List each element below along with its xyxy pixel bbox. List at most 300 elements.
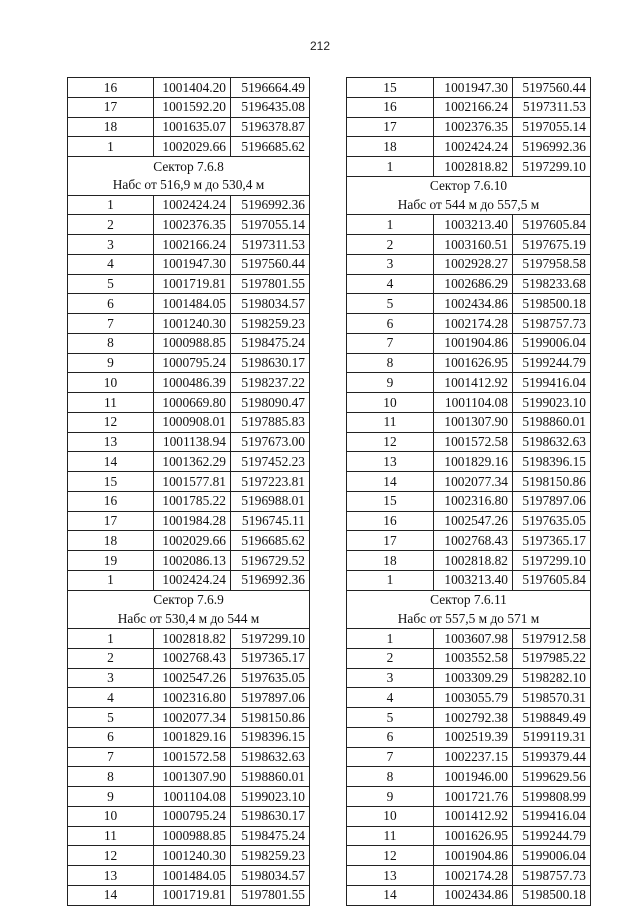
point-number: 1 — [68, 570, 154, 590]
point-number: 11 — [68, 393, 154, 413]
point-row — [347, 78, 591, 98]
x-coordinate: 1000795.24 — [154, 806, 231, 826]
y-coordinate: 5198237.22 — [231, 373, 310, 393]
x-coordinate: 1001362.29 — [154, 452, 231, 472]
y-coordinate: 5197560.44 — [513, 78, 591, 98]
point-row — [68, 333, 310, 353]
y-coordinate: 5199244.79 — [513, 353, 591, 373]
point-row — [68, 373, 310, 393]
point-row — [68, 648, 310, 668]
point-number: 9 — [68, 787, 154, 807]
point-row — [68, 472, 310, 492]
point-row — [68, 708, 310, 728]
point-number: 7 — [68, 314, 154, 334]
x-coordinate: 1003213.40 — [434, 570, 513, 590]
x-coordinate: 1002376.35 — [434, 117, 513, 137]
point-row — [347, 531, 591, 551]
y-coordinate: 5198090.47 — [231, 393, 310, 413]
x-coordinate: 1002316.80 — [434, 491, 513, 511]
x-coordinate: 1002029.66 — [154, 531, 231, 551]
point-row — [347, 235, 591, 255]
x-coordinate: 1001904.86 — [434, 333, 513, 353]
x-coordinate: 1001412.92 — [434, 806, 513, 826]
x-coordinate: 1000908.01 — [154, 412, 231, 432]
y-coordinate: 5197885.83 — [231, 412, 310, 432]
x-coordinate: 1000795.24 — [154, 353, 231, 373]
point-number: 4 — [68, 688, 154, 708]
point-number: 8 — [347, 767, 434, 787]
x-coordinate: 1003213.40 — [434, 215, 513, 235]
y-coordinate: 5197311.53 — [513, 97, 591, 117]
x-coordinate: 1003055.79 — [434, 688, 513, 708]
x-coordinate: 1001785.22 — [154, 491, 231, 511]
x-coordinate: 1002818.82 — [154, 629, 231, 649]
point-row — [347, 806, 591, 826]
x-coordinate: 1002424.24 — [434, 137, 513, 157]
point-number: 12 — [347, 432, 434, 452]
y-coordinate: 5198500.18 — [513, 885, 591, 905]
x-coordinate: 1001947.30 — [154, 254, 231, 274]
point-row — [347, 688, 591, 708]
point-row — [347, 294, 591, 314]
x-coordinate: 1001484.05 — [154, 866, 231, 886]
point-number: 14 — [68, 452, 154, 472]
x-coordinate: 1002237.15 — [434, 747, 513, 767]
y-coordinate: 5199119.31 — [513, 727, 591, 747]
sector-height-range: Набс от 530,4 м до 544 м — [68, 609, 310, 628]
x-coordinate: 1002166.24 — [154, 235, 231, 255]
x-coordinate: 1002077.34 — [154, 708, 231, 728]
sector-height-row — [347, 609, 591, 628]
y-coordinate: 5198034.57 — [231, 866, 310, 886]
point-row — [68, 274, 310, 294]
x-coordinate: 1001947.30 — [434, 78, 513, 98]
point-number: 9 — [347, 373, 434, 393]
x-coordinate: 1001572.58 — [154, 747, 231, 767]
x-coordinate: 1002768.43 — [154, 648, 231, 668]
x-coordinate: 1002174.28 — [434, 314, 513, 334]
x-coordinate: 1000486.39 — [154, 373, 231, 393]
point-row — [68, 511, 310, 531]
x-coordinate: 1002077.34 — [434, 472, 513, 492]
x-coordinate: 1002434.86 — [434, 294, 513, 314]
y-coordinate: 5198632.63 — [231, 747, 310, 767]
y-coordinate: 5199808.99 — [513, 787, 591, 807]
y-coordinate: 5198632.63 — [513, 432, 591, 452]
point-number: 7 — [347, 747, 434, 767]
y-coordinate: 5196729.52 — [231, 551, 310, 571]
sector-title: Сектор 7.6.11 — [347, 590, 591, 609]
sector-title: Сектор 7.6.10 — [347, 176, 591, 195]
x-coordinate: 1002316.80 — [154, 688, 231, 708]
y-coordinate: 5197055.14 — [513, 117, 591, 137]
sector-height-row — [347, 196, 591, 215]
x-coordinate: 1003607.98 — [434, 629, 513, 649]
sector-height-range: Набс от 544 м до 557,5 м — [347, 196, 591, 215]
point-number: 17 — [68, 511, 154, 531]
x-coordinate: 1001240.30 — [154, 846, 231, 866]
point-row — [347, 353, 591, 373]
y-coordinate: 5197299.10 — [231, 629, 310, 649]
y-coordinate: 5198259.23 — [231, 846, 310, 866]
point-number: 5 — [68, 274, 154, 294]
point-row — [347, 97, 591, 117]
point-row — [347, 137, 591, 157]
point-number: 17 — [347, 531, 434, 551]
y-coordinate: 5196664.49 — [231, 78, 310, 98]
point-row — [347, 432, 591, 452]
y-coordinate: 5196992.36 — [231, 195, 310, 215]
sector-title: Сектор 7.6.8 — [68, 157, 310, 176]
x-coordinate: 1000669.80 — [154, 393, 231, 413]
y-coordinate: 5199629.56 — [513, 767, 591, 787]
x-coordinate: 1002818.82 — [434, 551, 513, 571]
point-row — [68, 668, 310, 688]
point-row — [68, 117, 310, 137]
y-coordinate: 5199023.10 — [513, 393, 591, 413]
y-coordinate: 5199416.04 — [513, 373, 591, 393]
y-coordinate: 5196992.36 — [513, 137, 591, 157]
coordinates-table-right — [346, 77, 591, 906]
point-number: 10 — [68, 373, 154, 393]
y-coordinate: 5196378.87 — [231, 117, 310, 137]
y-coordinate: 5197223.81 — [231, 472, 310, 492]
x-coordinate: 1001104.08 — [434, 393, 513, 413]
point-number: 15 — [347, 78, 434, 98]
point-number: 13 — [68, 432, 154, 452]
x-coordinate: 1001307.90 — [154, 767, 231, 787]
point-row — [68, 767, 310, 787]
point-row — [68, 570, 310, 590]
point-row — [347, 826, 591, 846]
point-number: 8 — [347, 353, 434, 373]
y-coordinate: 5197897.06 — [231, 688, 310, 708]
point-row — [68, 294, 310, 314]
y-coordinate: 5199006.04 — [513, 846, 591, 866]
y-coordinate: 5197675.19 — [513, 235, 591, 255]
y-coordinate: 5197605.84 — [513, 215, 591, 235]
point-row — [347, 314, 591, 334]
point-row — [68, 137, 310, 157]
point-row — [347, 570, 591, 590]
x-coordinate: 1001240.30 — [154, 314, 231, 334]
y-coordinate: 5197985.22 — [513, 648, 591, 668]
x-coordinate: 1001721.76 — [434, 787, 513, 807]
point-number: 2 — [347, 235, 434, 255]
sector-height-range: Набс от 516,9 м до 530,4 м — [68, 176, 310, 195]
point-number: 12 — [68, 412, 154, 432]
y-coordinate: 5197311.53 — [231, 235, 310, 255]
point-number: 4 — [68, 254, 154, 274]
point-number: 5 — [68, 708, 154, 728]
point-number: 10 — [347, 806, 434, 826]
point-number: 8 — [68, 333, 154, 353]
y-coordinate: 5199244.79 — [513, 826, 591, 846]
y-coordinate: 5197635.05 — [513, 511, 591, 531]
point-number: 13 — [347, 866, 434, 886]
point-number: 18 — [347, 137, 434, 157]
point-row — [68, 747, 310, 767]
x-coordinate: 1001404.20 — [154, 78, 231, 98]
point-number: 10 — [347, 393, 434, 413]
point-row — [68, 97, 310, 117]
point-number: 6 — [68, 727, 154, 747]
y-coordinate: 5196685.62 — [231, 531, 310, 551]
point-row — [347, 472, 591, 492]
point-number: 9 — [68, 353, 154, 373]
point-number: 18 — [68, 117, 154, 137]
point-row — [347, 333, 591, 353]
x-coordinate: 1002029.66 — [154, 137, 231, 157]
y-coordinate: 5198475.24 — [231, 333, 310, 353]
point-number: 12 — [347, 846, 434, 866]
point-number: 3 — [347, 668, 434, 688]
x-coordinate: 1001307.90 — [434, 412, 513, 432]
sector-height-range: Набс от 557,5 м до 571 м — [347, 609, 591, 628]
point-number: 10 — [68, 806, 154, 826]
y-coordinate: 5198630.17 — [231, 353, 310, 373]
point-row — [68, 314, 310, 334]
point-row — [68, 412, 310, 432]
x-coordinate: 1001829.16 — [154, 727, 231, 747]
x-coordinate: 1002792.38 — [434, 708, 513, 728]
y-coordinate: 5197897.06 — [513, 491, 591, 511]
point-row — [347, 215, 591, 235]
y-coordinate: 5197673.00 — [231, 432, 310, 452]
point-row — [68, 215, 310, 235]
point-row — [68, 432, 310, 452]
y-coordinate: 5197605.84 — [513, 570, 591, 590]
point-number: 6 — [347, 314, 434, 334]
x-coordinate: 1001412.92 — [434, 373, 513, 393]
y-coordinate: 5198860.01 — [513, 412, 591, 432]
x-coordinate: 1002434.86 — [434, 885, 513, 905]
point-number: 5 — [347, 708, 434, 728]
point-number: 14 — [347, 885, 434, 905]
sector-title-row — [68, 157, 310, 176]
point-row — [68, 787, 310, 807]
point-row — [347, 117, 591, 137]
y-coordinate: 5196992.36 — [231, 570, 310, 590]
y-coordinate: 5198757.73 — [513, 866, 591, 886]
y-coordinate: 5198034.57 — [231, 294, 310, 314]
y-coordinate: 5197299.10 — [513, 551, 591, 571]
y-coordinate: 5196685.62 — [231, 137, 310, 157]
point-row — [347, 747, 591, 767]
y-coordinate: 5198849.49 — [513, 708, 591, 728]
point-row — [68, 866, 310, 886]
point-number: 12 — [68, 846, 154, 866]
point-row — [347, 708, 591, 728]
point-row — [68, 78, 310, 98]
point-number: 1 — [347, 629, 434, 649]
point-row — [347, 648, 591, 668]
point-row — [68, 688, 310, 708]
point-number: 2 — [68, 215, 154, 235]
point-number: 16 — [68, 491, 154, 511]
point-row — [347, 511, 591, 531]
x-coordinate: 1002086.13 — [154, 551, 231, 571]
point-number: 16 — [68, 78, 154, 98]
x-coordinate: 1001904.86 — [434, 846, 513, 866]
x-coordinate: 1002424.24 — [154, 195, 231, 215]
point-row — [347, 846, 591, 866]
point-number: 1 — [68, 137, 154, 157]
point-row — [347, 491, 591, 511]
y-coordinate: 5197299.10 — [513, 157, 591, 177]
y-coordinate: 5199006.04 — [513, 333, 591, 353]
point-number: 2 — [68, 648, 154, 668]
point-number: 9 — [347, 787, 434, 807]
x-coordinate: 1001572.58 — [434, 432, 513, 452]
sector-height-row — [68, 176, 310, 195]
point-number: 1 — [68, 195, 154, 215]
x-coordinate: 1002519.39 — [434, 727, 513, 747]
y-coordinate: 5197958.58 — [513, 254, 591, 274]
x-coordinate: 1000988.85 — [154, 333, 231, 353]
point-row — [68, 885, 310, 905]
point-row — [68, 491, 310, 511]
y-coordinate: 5197055.14 — [231, 215, 310, 235]
point-number: 15 — [68, 472, 154, 492]
point-number: 7 — [347, 333, 434, 353]
x-coordinate: 1002686.29 — [434, 274, 513, 294]
y-coordinate: 5196988.01 — [231, 491, 310, 511]
y-coordinate: 5197452.23 — [231, 452, 310, 472]
point-number: 1 — [347, 570, 434, 590]
x-coordinate: 1002928.27 — [434, 254, 513, 274]
x-coordinate: 1002174.28 — [434, 866, 513, 886]
point-number: 1 — [347, 157, 434, 177]
point-number: 2 — [347, 648, 434, 668]
point-row — [347, 668, 591, 688]
point-number: 17 — [68, 97, 154, 117]
point-number: 17 — [347, 117, 434, 137]
x-coordinate: 1001946.00 — [434, 767, 513, 787]
point-number: 6 — [347, 727, 434, 747]
sector-title-row — [347, 176, 591, 195]
point-number: 3 — [68, 235, 154, 255]
point-number: 1 — [347, 215, 434, 235]
point-row — [347, 727, 591, 747]
point-row — [347, 274, 591, 294]
page-number: 212 — [309, 39, 331, 53]
y-coordinate: 5197635.05 — [231, 668, 310, 688]
x-coordinate: 1001719.81 — [154, 274, 231, 294]
y-coordinate: 5196435.08 — [231, 97, 310, 117]
point-number: 11 — [347, 412, 434, 432]
point-row — [68, 393, 310, 413]
y-coordinate: 5198570.31 — [513, 688, 591, 708]
x-coordinate: 1001984.28 — [154, 511, 231, 531]
y-coordinate: 5196745.11 — [231, 511, 310, 531]
x-coordinate: 1001104.08 — [154, 787, 231, 807]
x-coordinate: 1001626.95 — [434, 353, 513, 373]
y-coordinate: 5198757.73 — [513, 314, 591, 334]
point-number: 3 — [68, 668, 154, 688]
point-number: 7 — [68, 747, 154, 767]
point-row — [347, 866, 591, 886]
point-row — [347, 412, 591, 432]
x-coordinate: 1001484.05 — [154, 294, 231, 314]
point-number: 5 — [347, 294, 434, 314]
y-coordinate: 5198150.86 — [513, 472, 591, 492]
y-coordinate: 5199416.04 — [513, 806, 591, 826]
y-coordinate: 5198259.23 — [231, 314, 310, 334]
point-row — [347, 157, 591, 177]
point-row — [347, 373, 591, 393]
point-row — [68, 235, 310, 255]
point-row — [347, 452, 591, 472]
point-row — [68, 531, 310, 551]
x-coordinate: 1002376.35 — [154, 215, 231, 235]
y-coordinate: 5199379.44 — [513, 747, 591, 767]
x-coordinate: 1002166.24 — [434, 97, 513, 117]
point-row — [347, 629, 591, 649]
point-row — [68, 551, 310, 571]
point-number: 16 — [347, 511, 434, 531]
y-coordinate: 5197365.17 — [513, 531, 591, 551]
point-number: 16 — [347, 97, 434, 117]
x-coordinate: 1001592.20 — [154, 97, 231, 117]
point-number: 8 — [68, 767, 154, 787]
point-row — [68, 195, 310, 215]
point-row — [347, 551, 591, 571]
point-row — [68, 826, 310, 846]
y-coordinate: 5197365.17 — [231, 648, 310, 668]
coordinates-table-left — [67, 77, 310, 906]
y-coordinate: 5198150.86 — [231, 708, 310, 728]
y-coordinate: 5198282.10 — [513, 668, 591, 688]
point-number: 14 — [68, 885, 154, 905]
x-coordinate: 1000988.85 — [154, 826, 231, 846]
y-coordinate: 5198233.68 — [513, 274, 591, 294]
x-coordinate: 1001719.81 — [154, 885, 231, 905]
y-coordinate: 5197801.55 — [231, 274, 310, 294]
x-coordinate: 1003160.51 — [434, 235, 513, 255]
x-coordinate: 1001626.95 — [434, 826, 513, 846]
x-coordinate: 1002818.82 — [434, 157, 513, 177]
x-coordinate: 1003309.29 — [434, 668, 513, 688]
point-number: 19 — [68, 551, 154, 571]
y-coordinate: 5198860.01 — [231, 767, 310, 787]
point-number: 11 — [68, 826, 154, 846]
y-coordinate: 5197912.58 — [513, 629, 591, 649]
x-coordinate: 1001138.94 — [154, 432, 231, 452]
x-coordinate: 1001829.16 — [434, 452, 513, 472]
x-coordinate: 1002768.43 — [434, 531, 513, 551]
point-row — [68, 254, 310, 274]
x-coordinate: 1001577.81 — [154, 472, 231, 492]
x-coordinate: 1003552.58 — [434, 648, 513, 668]
sector-height-row — [68, 609, 310, 628]
point-row — [68, 353, 310, 373]
y-coordinate: 5198396.15 — [513, 452, 591, 472]
point-row — [68, 806, 310, 826]
point-row — [68, 629, 310, 649]
point-number: 11 — [347, 826, 434, 846]
point-number: 6 — [68, 294, 154, 314]
point-row — [347, 767, 591, 787]
x-coordinate: 1001635.07 — [154, 117, 231, 137]
y-coordinate: 5198475.24 — [231, 826, 310, 846]
point-number: 3 — [347, 254, 434, 274]
y-coordinate: 5199023.10 — [231, 787, 310, 807]
point-number: 15 — [347, 491, 434, 511]
point-number: 13 — [68, 866, 154, 886]
y-coordinate: 5197801.55 — [231, 885, 310, 905]
y-coordinate: 5198500.18 — [513, 294, 591, 314]
